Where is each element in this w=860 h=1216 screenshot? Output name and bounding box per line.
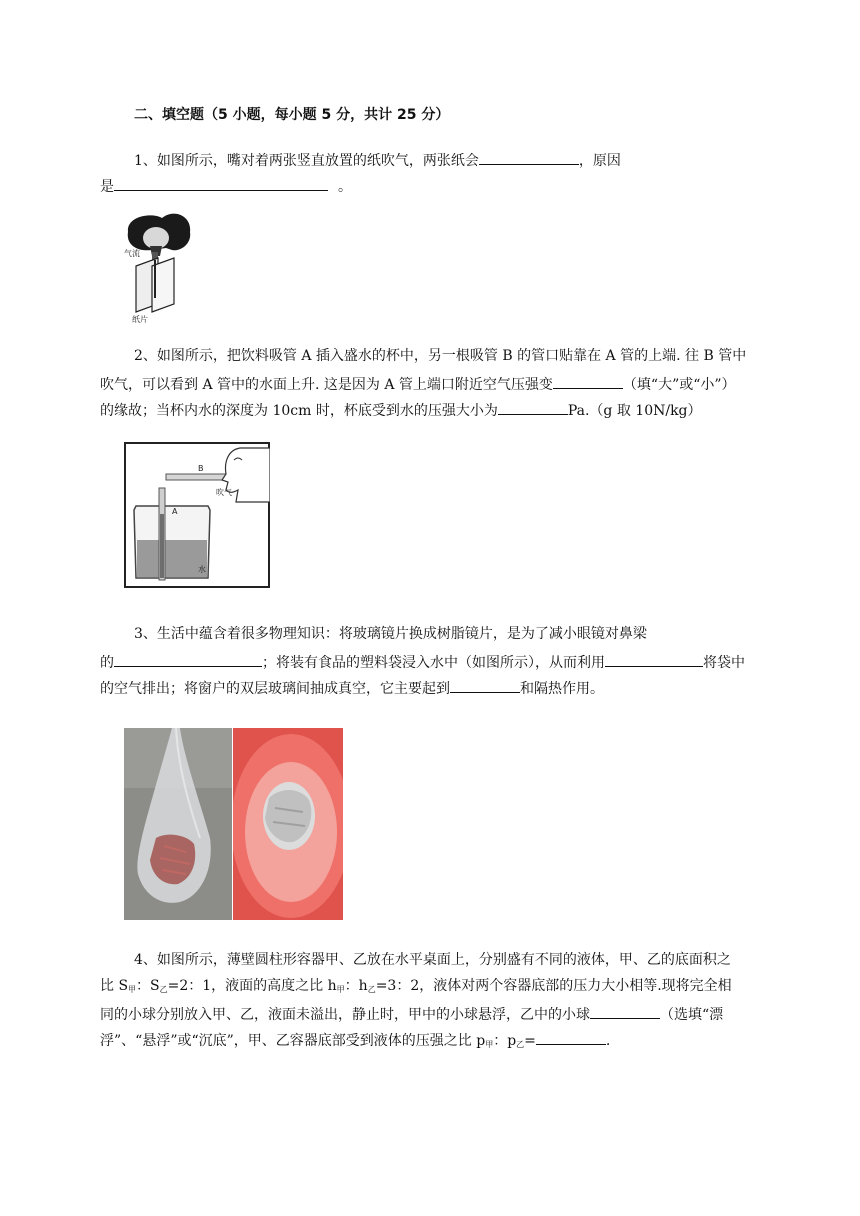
q3-blank-2[interactable]	[605, 650, 703, 667]
q4-line-4	[100, 1028, 610, 1055]
q3-photo-bag-in-water	[233, 728, 343, 920]
q1-blank-2[interactable]	[114, 174, 328, 191]
q3-text: ；将装有食品的塑料袋浸入水中（如图所示），从而利用	[262, 655, 605, 671]
q1-text: 1、如图所示，嘴对着两张竖直放置的纸吹气，两张纸会	[134, 153, 479, 169]
q3-photo-hanging-bag	[124, 728, 232, 920]
q3-text: 和隔热作用。	[520, 681, 604, 697]
q4-text: =	[524, 1033, 536, 1049]
q2-blank-1[interactable]	[553, 372, 623, 389]
q4-subscript: 甲	[485, 1040, 494, 1049]
q2-line-3	[100, 398, 702, 421]
fig2-label-a: A	[172, 507, 178, 516]
q2-text: 的缘故；当杯内水的深度为 10cm 时，杯底受到水的压强大小为	[100, 403, 498, 419]
q3-line-3	[100, 676, 604, 699]
q3-text: 的空气排出；将窗户的双层玻璃间抽成真空，它主要起到	[100, 681, 450, 697]
q2-line-2	[100, 372, 736, 395]
q4-text: ：S	[136, 978, 160, 994]
q3-blank-1[interactable]	[114, 650, 262, 667]
q4-text: （选填“漂	[660, 1007, 724, 1023]
q2-text: （填“大”或“小”）	[622, 377, 736, 393]
q4-text: =3：2，液体对两个容器底部的压力大小相等.现将完全相	[375, 978, 732, 994]
q4-subscript: 乙	[367, 985, 376, 994]
q2-blank-2[interactable]	[498, 398, 568, 415]
fig1-label-air: 气流	[124, 249, 140, 258]
q4-blank-1[interactable]	[590, 1002, 660, 1019]
fig2-label-b: B	[198, 464, 204, 473]
q4-subscript: 甲	[128, 985, 137, 994]
fig2-label-water: 水	[198, 565, 206, 574]
q3-text: 将袋中	[703, 655, 745, 671]
q4-subscript: 乙	[516, 1040, 525, 1049]
q4-subscript: 乙	[159, 985, 168, 994]
q2-line-1: 2、如图所示，把饮料吸管 A 插入盛水的杯中，另一根吸管 B 的管口贴靠在 A 管的上端. 往 B 管中	[134, 348, 747, 364]
q3-blank-3[interactable]	[450, 676, 520, 693]
q1-text: 。	[338, 179, 352, 195]
q2-text: Pa.（g 取 10N/kg）	[567, 403, 702, 419]
q4-text: =2：1，液面的高度之比 h	[167, 978, 337, 994]
q4-text: .	[605, 1033, 611, 1049]
q4-line-2	[100, 976, 732, 1000]
q1-text: ，原因	[578, 153, 621, 169]
q1-line-1	[134, 148, 621, 171]
fig1-label-paper: 纸片	[132, 315, 148, 324]
q1-text: 是	[100, 179, 114, 195]
q4-blank-2[interactable]	[536, 1028, 606, 1045]
q1-blank-1[interactable]	[479, 148, 579, 165]
q3-line-1: 3、生活中蕴含着很多物理知识：将玻璃镜片换成树脂镜片，是为了减小眼镜对鼻梁	[134, 626, 647, 642]
q4-text: 浮”、“悬浮”或“沉底”，甲、乙容器底部受到液体的压强之比 p	[100, 1033, 486, 1049]
q2-text: 吹气，可以看到 A 管中的水面上升. 这是因为 A 管上端口附近空气压强变	[100, 377, 553, 393]
q4-text: ：h	[344, 978, 368, 994]
q3-text: 的	[100, 655, 114, 671]
fig2-label-blow: 吹气	[216, 488, 232, 497]
q4-text: 比 S	[100, 978, 129, 994]
q1-figure-blowing-paper	[122, 210, 196, 326]
q4-text: ：p	[493, 1033, 517, 1049]
section-title: 二、填空题（5 小题，每小题 5 分，共计 25 分）	[134, 107, 450, 123]
q3-line-2	[100, 650, 745, 673]
q1-line-2	[100, 174, 352, 197]
q4-line-1: 4、如图所示，薄壁圆柱形容器甲、乙放在水平桌面上，分别盛有不同的液体，甲、乙的底面积之	[134, 952, 731, 968]
q4-line-3	[100, 1002, 723, 1025]
q4-text: 同的小球分别放入甲、乙，液面未溢出，静止时，甲中的小球悬浮，乙中的小球	[100, 1007, 590, 1023]
q2-figure-straw-cup	[124, 442, 270, 588]
q4-subscript: 甲	[336, 985, 345, 994]
